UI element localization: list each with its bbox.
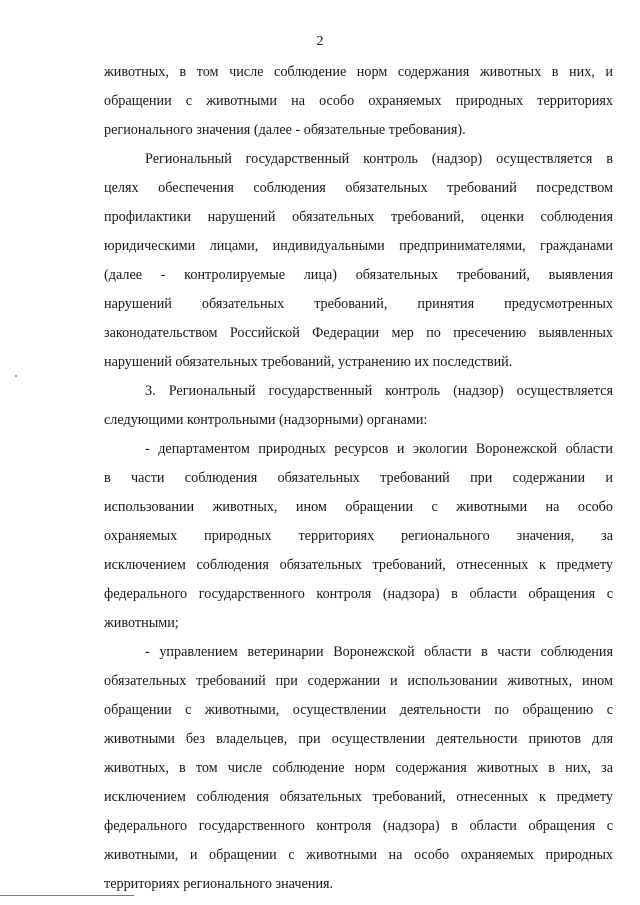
- text-line: исключением соблюдения обязательных требований, отнесенных к предмету: [104, 557, 613, 573]
- page-number: 2: [316, 34, 324, 49]
- text-line: животными;: [104, 615, 179, 631]
- text-line: целях обеспечения соблюдения обязательных требований посредством: [104, 180, 613, 196]
- text-line: животных, в том числе соблюдение норм содержания животных в них, и: [104, 64, 613, 80]
- document-body: [104, 58, 613, 899]
- text-line: охраняемых природных территориях регионального значения, за: [104, 528, 613, 544]
- text-line: законодательством Российской Федерации мер по пресечению выявленных: [104, 325, 613, 341]
- text-line: регионального значения (далее - обязательные требования).: [104, 122, 466, 138]
- text-line: Региональный государственный контроль (надзор) осуществляется в: [145, 151, 613, 167]
- text-line: нарушений обязательных требований, устранению их последствий.: [104, 354, 513, 370]
- text-line: обращении с животными на особо охраняемых природных территориях: [104, 93, 613, 109]
- text-line: профилактики нарушений обязательных требований, оценки соблюдения: [104, 209, 613, 225]
- text-line: - департаментом природных ресурсов и экологии Воронежской области: [145, 441, 613, 457]
- text-line: юридическими лицами, индивидуальными предпринимателями, гражданами: [104, 238, 613, 254]
- text-line: нарушений обязательных требований, принятия предусмотренных: [104, 296, 613, 312]
- scan-dot: [15, 375, 17, 377]
- text-line: животными без владельцев, при осуществлении деятельности приютов для: [104, 731, 613, 747]
- text-line: животными, и обращении с животными на особо охраняемых природных: [104, 847, 613, 863]
- text-line: в части соблюдения обязательных требований при содержании и: [104, 470, 613, 486]
- text-line: обращении с животными, осуществлении деятельности по обращению с: [104, 702, 613, 718]
- text-line: использовании животных, ином обращении с животными на особо: [104, 499, 613, 515]
- text-line: следующими контрольными (надзорными) органами:: [104, 412, 428, 428]
- text-line: федерального государственного контроля (надзора) в области обращения с: [104, 586, 613, 602]
- text-line: федерального государственного контроля (надзора) в области обращения с: [104, 818, 613, 834]
- text-line: животных, в том числе соблюдение норм содержания животных в них, за: [104, 760, 613, 776]
- text-line: исключением соблюдения обязательных требований, отнесенных к предмету: [104, 789, 613, 805]
- text-line: обязательных требований при содержании и использовании животных, ином: [104, 673, 613, 689]
- text-line: территориях регионального значения.: [104, 876, 334, 892]
- text-line: 3. Региональный государственный контроль (надзор) осуществляется: [145, 383, 613, 399]
- text-line: (далее - контролируемые лица) обязательных требований, выявления: [104, 267, 613, 283]
- text-line: - управлением ветеринарии Воронежской области в части соблюдения: [145, 644, 613, 660]
- bottom-rule: [0, 895, 134, 896]
